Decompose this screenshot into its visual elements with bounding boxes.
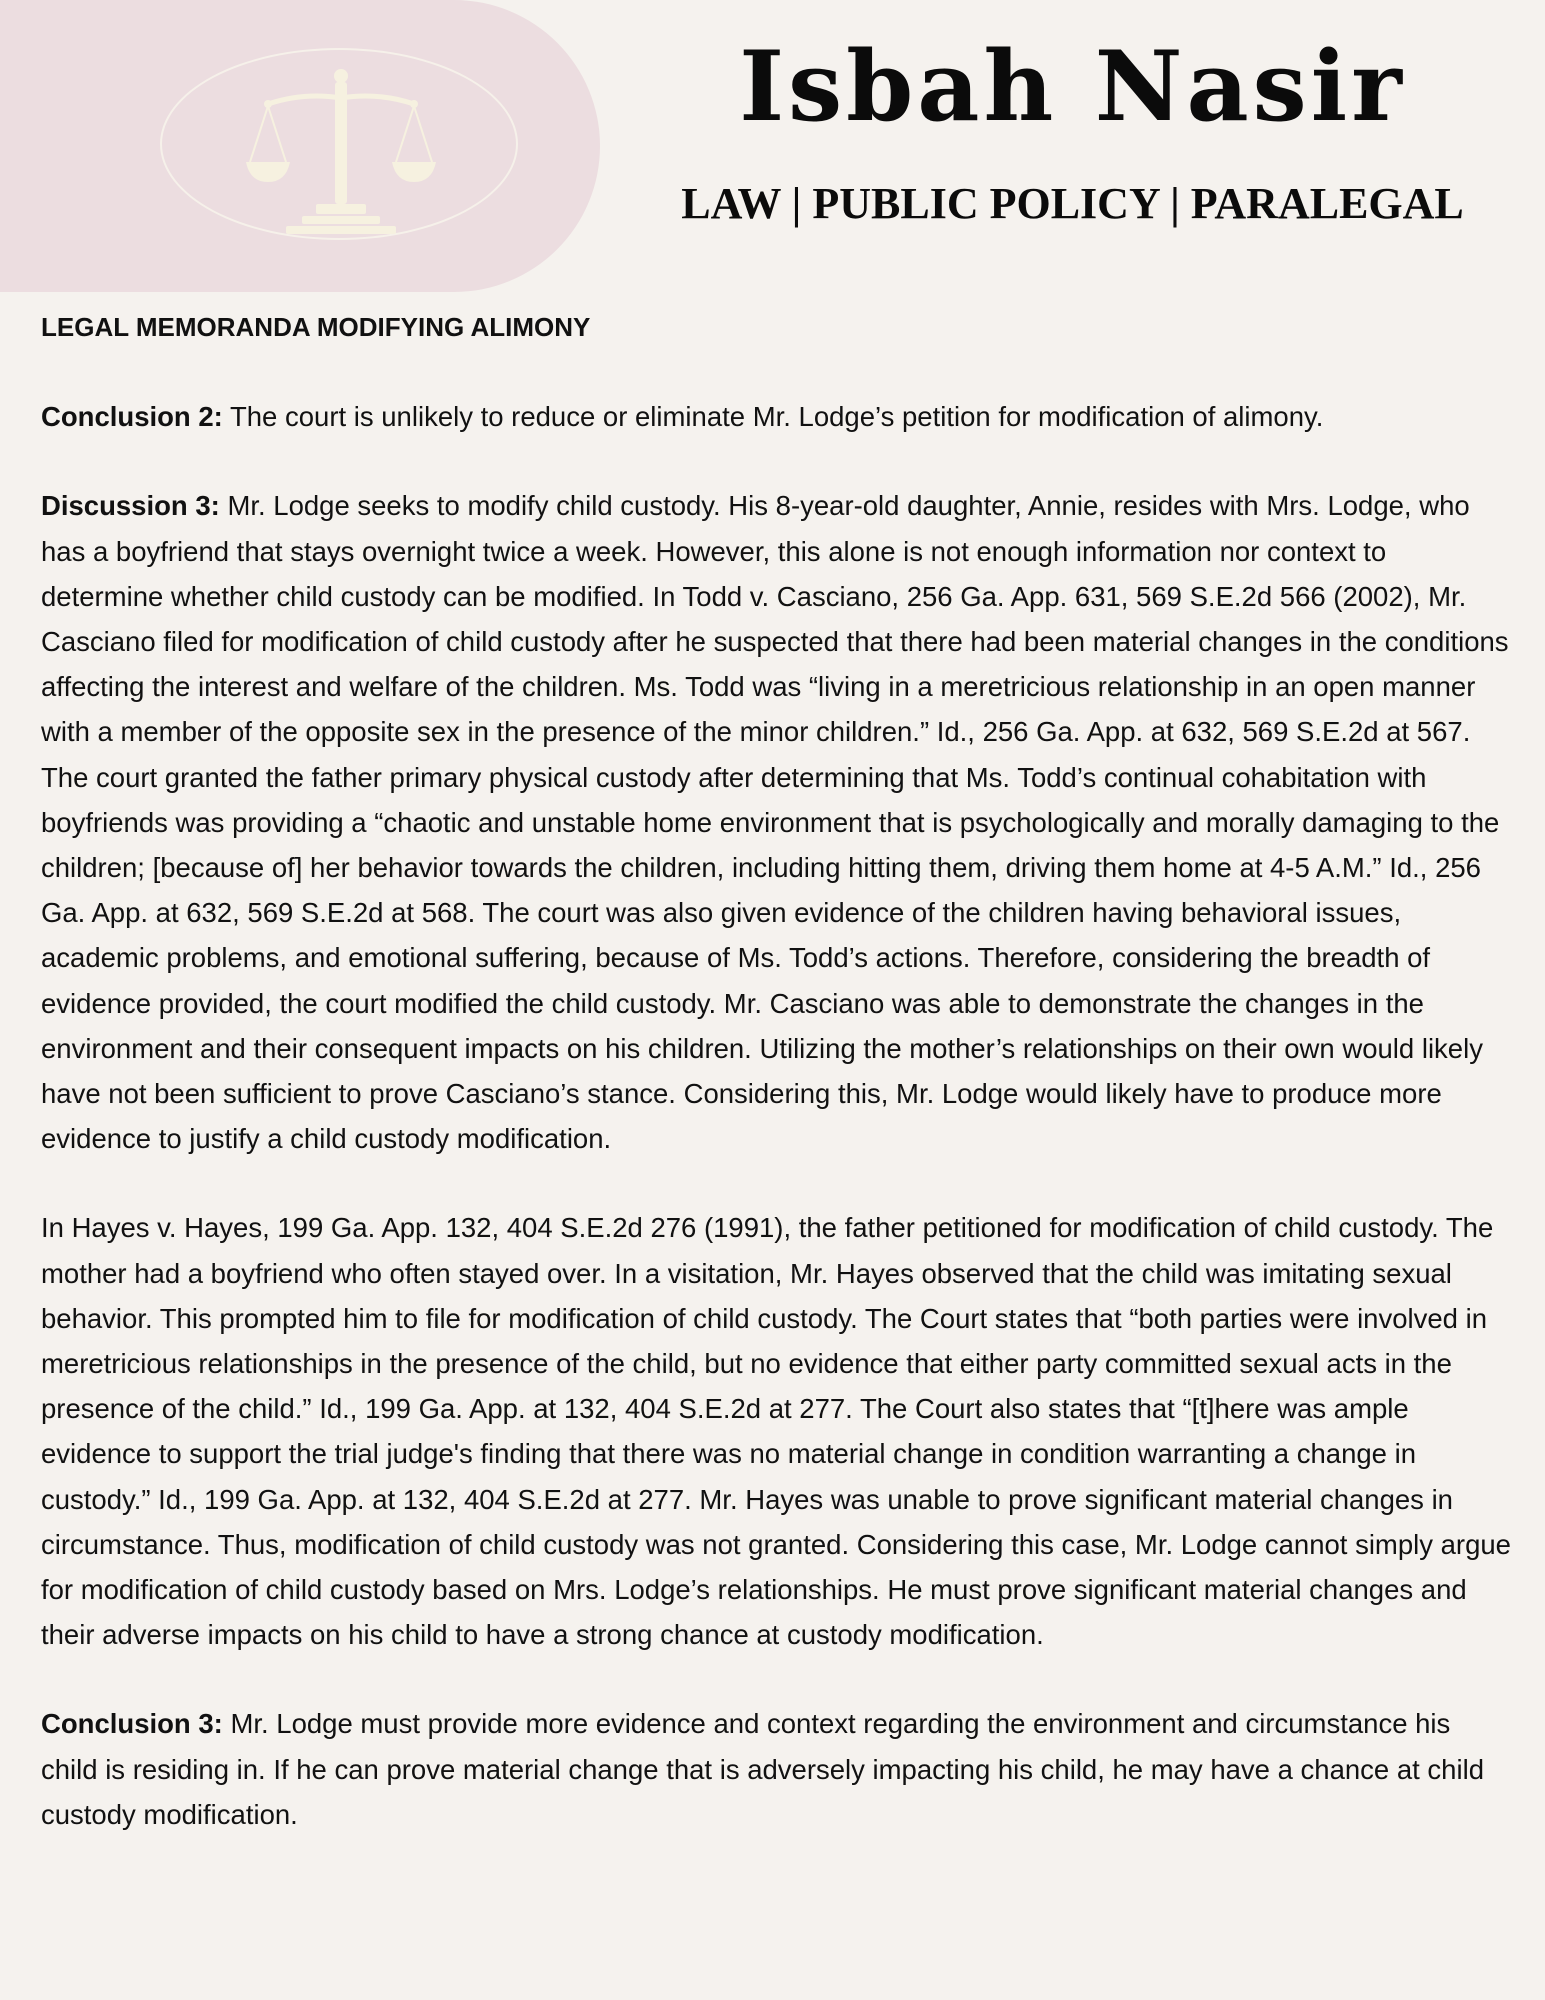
conclusion-3-text: Mr. Lodge must provide more evidence and context regarding the environment and circumstance his child is residing in. If he can prove material change that is adversely impacting his child, he may have a chance at child custody modification.	[41, 1708, 1484, 1830]
scales-of-justice-icon	[246, 62, 436, 237]
conclusion-2-paragraph	[41, 394, 1511, 439]
discussion-3-label: Discussion 3:	[41, 490, 220, 522]
hayes-paragraph: In Hayes v. Hayes, 199 Ga. App. 132, 404 S.E.2d 276 (1991), the father petitioned for modification of child custody. The mother had a boyfriend who often stayed over. In a visitation, Mr. Hayes observed that the child was imitating sexual behavior. This prompted him to file for modification of child custody. The Court states that “both parties were involved in meretricious relationships in the presence of the child, but no evidence that either party committed sexual acts in the presence of the child.” Id., 199 Ga. App. at 132, 404 S.E.2d at 277. The Court also states that “[t]here was ample evidence to support the trial judge's finding that there was no material change in condition warranting a change in custody.” Id., 199 Ga. App. at 132, 404 S.E.2d at 277. Mr. Hayes was unable to prove significant material changes in circumstance. Thus, modification of child custody was not granted. Considering this case, Mr. Lodge cannot simply argue for modification of child custody based on Mrs. Lodge’s relationships. He must prove significant material changes and their adverse impacts on his child to have a strong chance at custody modification.	[41, 1212, 1511, 1651]
author-name: Isbah Nasir	[739, 30, 1406, 143]
author-tagline: LAW | PUBLIC POLICY | PARALEGAL	[681, 179, 1464, 228]
conclusion-3-label: Conclusion 3:	[41, 1708, 223, 1740]
discussion-3-text: Mr. Lodge seeks to modify child custody. His 8-year-old daughter, Annie, resides with Mrs. Lodge, who has a boyfriend that stays overnight twice a week. However, this alone is not enough information nor context to determine whether child custody can be modified. In Todd v. Casciano, 256 Ga. App. 631, 569 S.E.2d 566 (2002), Mr. Casciano filed for modification of child custody after he suspected that there had been material changes in the conditions affecting the interest and welfare of the children. Ms. Todd was “living in a meretricious relationship in an open manner with a member of the opposite sex in the presence of the minor children.” Id., 256 Ga. App. at 632, 569 S.E.2d at 567. The court granted the father primary physical custody after determining that Ms. Todd’s continual cohabitation with boyfriends was providing a “chaotic and unstable home environment that is psychologically and morally damaging to the children; [because of] her behavior towards the children, including hitting them, driving them home at 4-5 A.M.” Id., 256 Ga. App. at 632, 569 S.E.2d at 568. The court was also given evidence of the children having behavioral issues, academic problems, and emotional suffering, because of Ms. Todd’s actions. Therefore, considering the breadth of evidence provided, the court modified the child custody. Mr. Casciano was able to demonstrate the changes in the environment and their consequent impacts on his children. Utilizing the mother’s relationships on their own would likely have not been sufficient to prove Casciano’s stance. Considering this, Mr. Lodge would likely have to produce more evidence to justify a child custody modification.	[41, 490, 1509, 1155]
document-title: LEGAL MEMORANDA MODIFYING ALIMONY	[41, 312, 591, 342]
conclusion-2-text: The court is unlikely to reduce or eliminate Mr. Lodge’s petition for modification of alimony.	[222, 401, 1324, 433]
memo-body	[41, 305, 1511, 1881]
conclusion-2-label: Conclusion 2:	[41, 401, 223, 433]
conclusion-3-paragraph	[41, 1701, 1511, 1837]
discussion-3-paragraph	[41, 483, 1511, 1161]
